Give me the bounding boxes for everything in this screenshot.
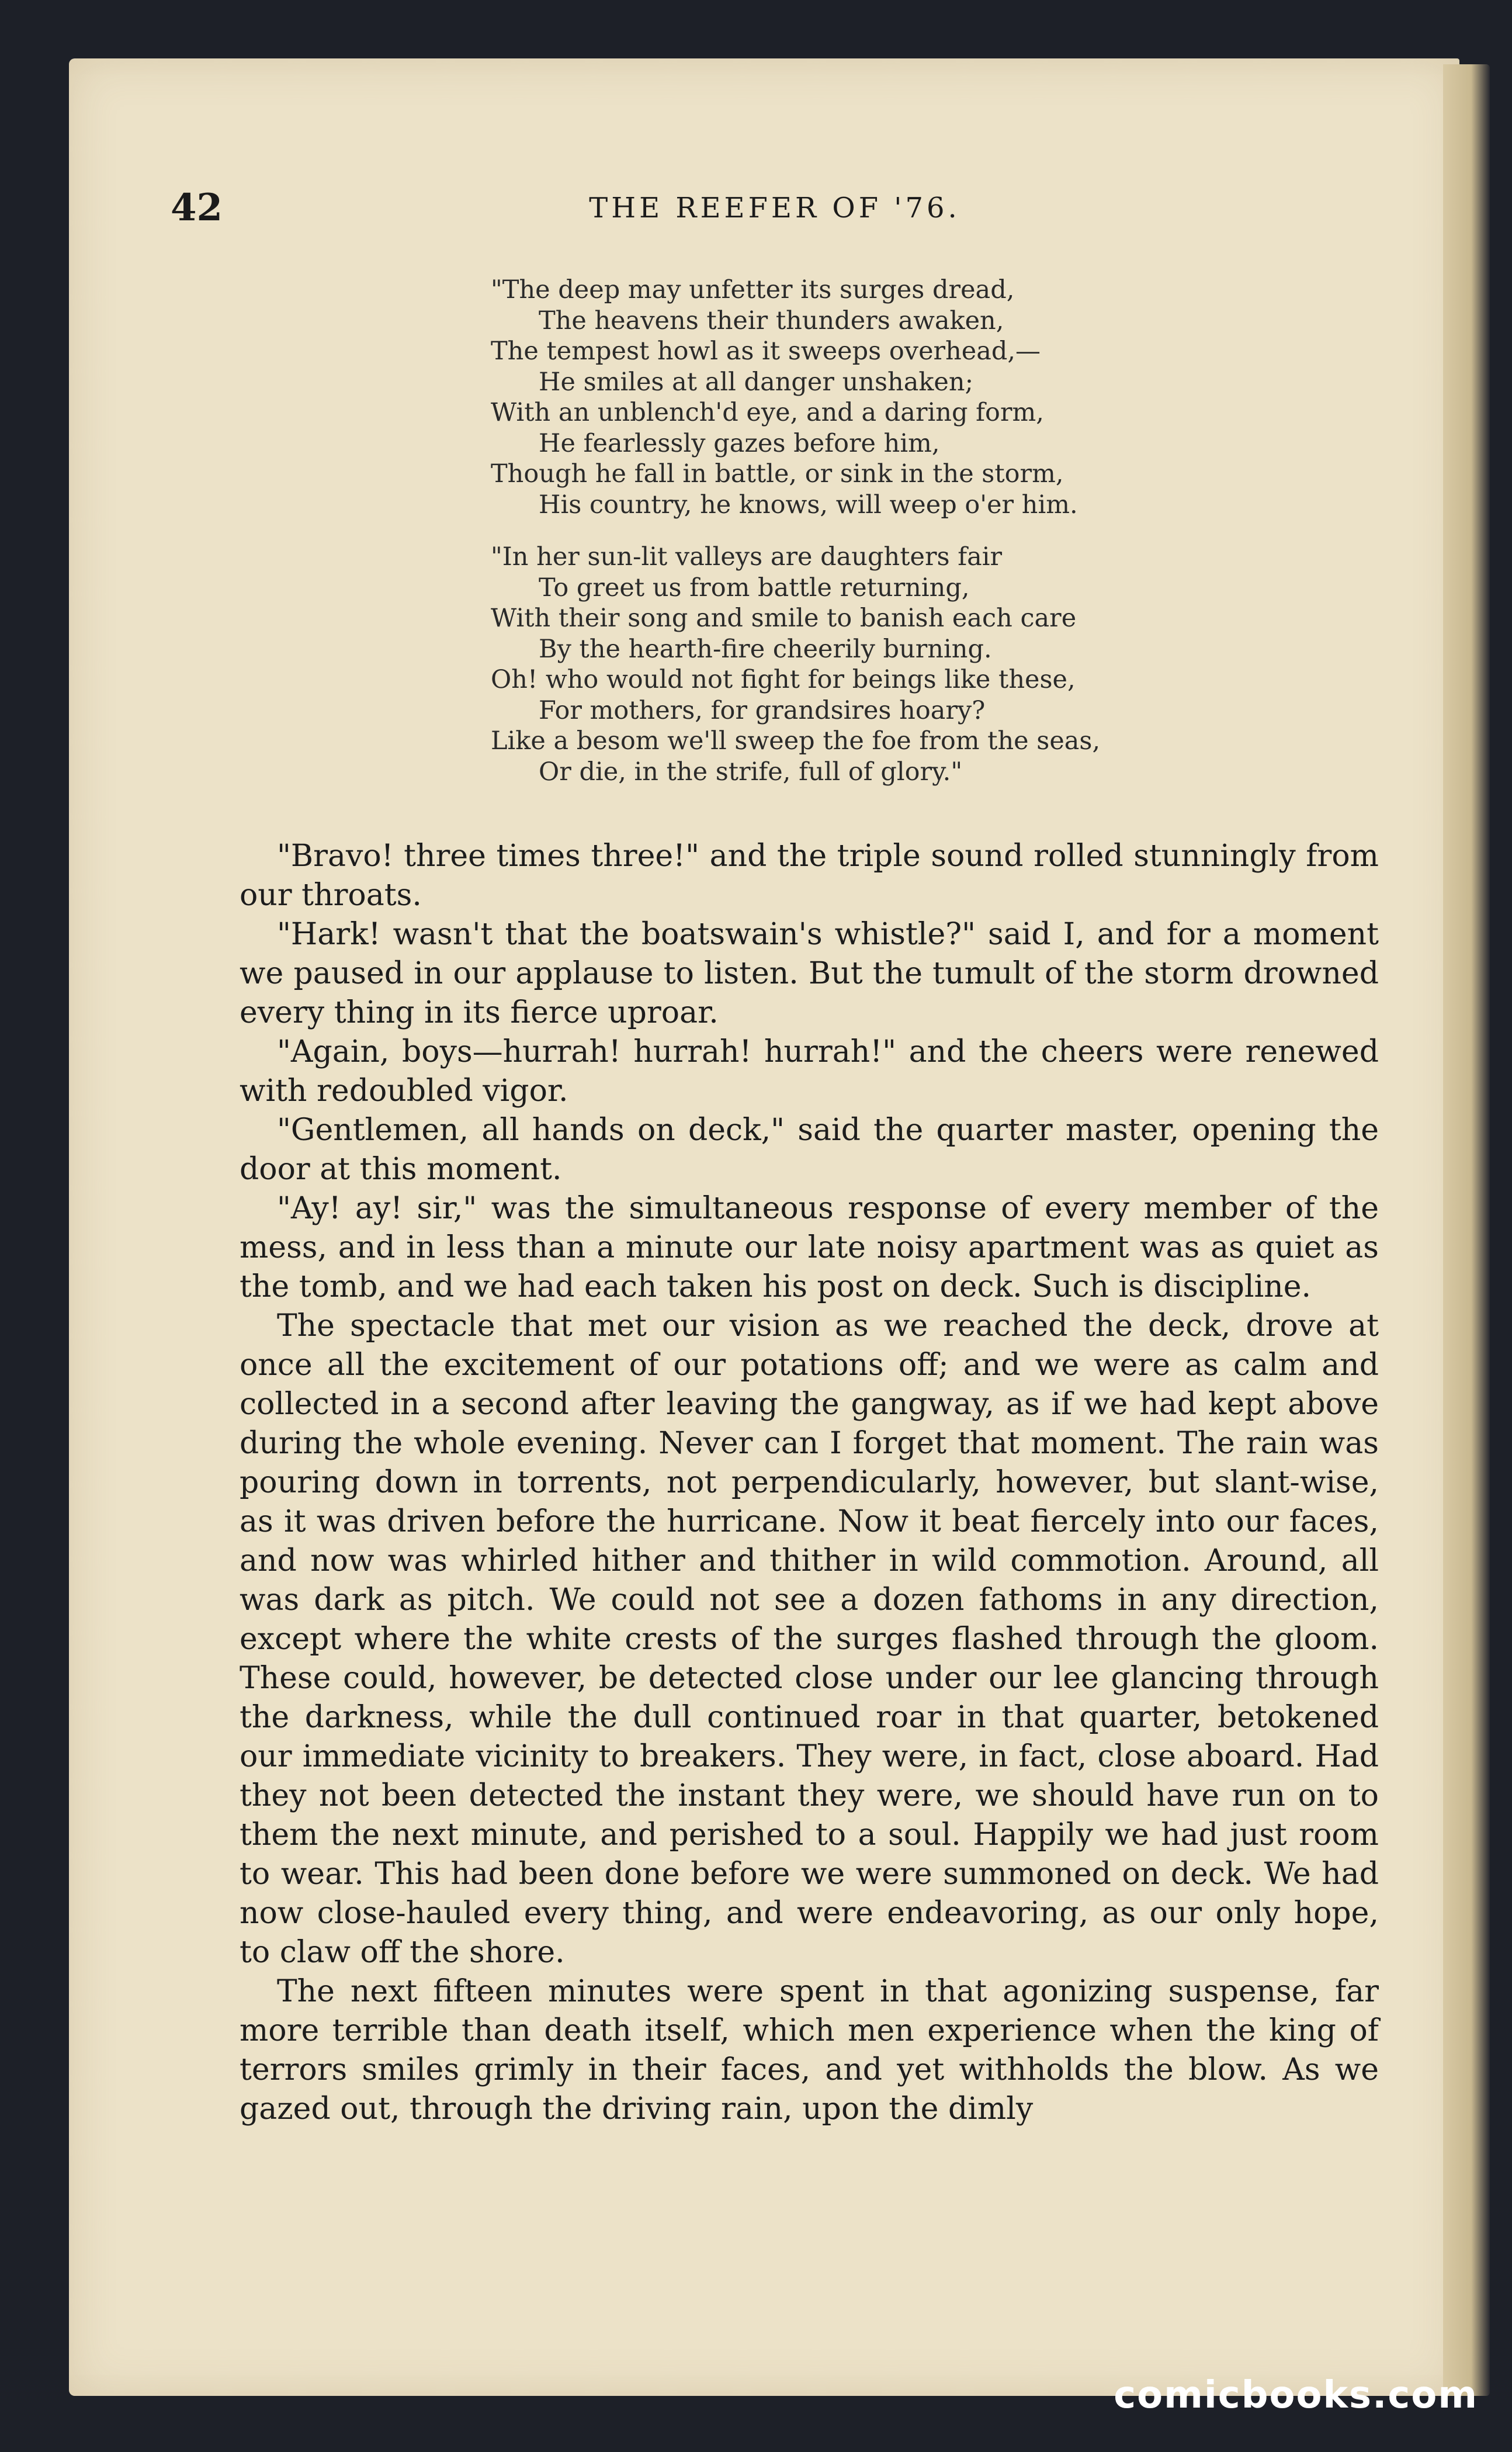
paragraph: The next fifteen minutes were spent in that agonizing suspense, far more terrible than death itself, which men experience when the king of terrors smiles grimly in their faces, and yet withholds the blow. As we gazed out, through the driving rain, upon the dimly	[240, 1974, 1379, 2127]
poem-line: With an unblench'd eye, and a daring form,	[491, 398, 1044, 427]
poem-line: With their song and smile to banish each care	[491, 604, 1077, 633]
poem-line: He fearlessly gazes before him,	[539, 428, 940, 458]
paragraph: "Gentlemen, all hands on deck," said the quarter master, opening the door at this moment.	[240, 1113, 1379, 1187]
paragraph: "Ay! ay! sir," was the simultaneous response of every member of the mess, and in less than a minute our late noisy apartment was as quiet as the tomb, and we had each taken his post on deck. Such is discipline.	[240, 1191, 1379, 1304]
poem-line: His country, he knows, will weep o'er him.	[539, 490, 1078, 520]
poem-line: For mothers, for grandsires hoary?	[539, 695, 986, 725]
watermark: comicbooks.com	[1114, 2374, 1478, 2417]
poem-line: The heavens their thunders awaken,	[539, 306, 1004, 335]
poem-line: The tempest howl as it sweeps overhead,—	[491, 337, 1041, 366]
page-header	[171, 186, 1379, 233]
page-edge	[1443, 64, 1490, 2396]
poem-line: "The deep may unfetter its surges dread,	[491, 275, 1015, 304]
poem-line: Or die, in the strife, full of glory."	[539, 757, 963, 787]
poem-line: "In her sun-lit valleys are daughters fair	[491, 542, 1003, 572]
paragraph: The spectacle that met our vision as we reached the deck, drove at once all the excitement of our potations off; and we were as calm and collected in a second after leaving the gangway, as if we had kept above during the whole evening. Never can I forget that moment. The rain was pouring down in torrents, not perpendicularly, however, but slant-wise, as it was driven before the hurricane. Now it beat fiercely into our faces, and now was whirled hither and thither in wild commotion. Around, all was dark as pitch. We could not see a dozen fathoms in any direction, except where the white crests of the surges flashed through the gloom. These could, however, be detected close under our lee glancing through the darkness, while the dull continued roar in that quarter, betokened our immediate vicinity to breakers. They were, in fact, close aboard. Had they not been detected the instant they were, we should have run on to them the next minute, and perished to a soul. Happily we had just room to wear. This had been done before we were summoned on deck. We had now close-hauled every thing, and were endeavoring, as our only hope, to claw off the shore.	[240, 1308, 1379, 1970]
poem-line: Though he fall in battle, or sink in the storm,	[491, 459, 1064, 489]
poem-line: To greet us from battle returning,	[539, 573, 970, 602]
poem-line: By the hearth-fire cheerily burning.	[539, 634, 992, 664]
poem-line: Oh! who would not fight for beings like these,	[491, 665, 1076, 694]
paragraph: "Bravo! three times three!" and the triple sound rolled stunningly from our throats.	[240, 839, 1379, 913]
poem-stanza-1	[491, 275, 1250, 520]
poem-line: Like a besom we'll sweep the foe from the seas,	[491, 726, 1101, 756]
poem-line: He smiles at all danger unshaken;	[539, 367, 974, 397]
poem	[491, 275, 1250, 787]
poem-stanza-2	[491, 542, 1250, 787]
page-number: 42	[171, 186, 223, 230]
paragraph: "Hark! wasn't that the boatswain's whistle?" said I, and for a moment we paused in our applause to listen. But the tumult of the storm drowned every thing in its fierce uproar.	[240, 917, 1379, 1030]
running-title: THE REEFER OF '76.	[589, 192, 960, 224]
prose-body	[240, 837, 1379, 2129]
paragraph: "Again, boys—hurrah! hurrah! hurrah!" and the cheers were renewed with redoubled vigor.	[240, 1034, 1379, 1109]
